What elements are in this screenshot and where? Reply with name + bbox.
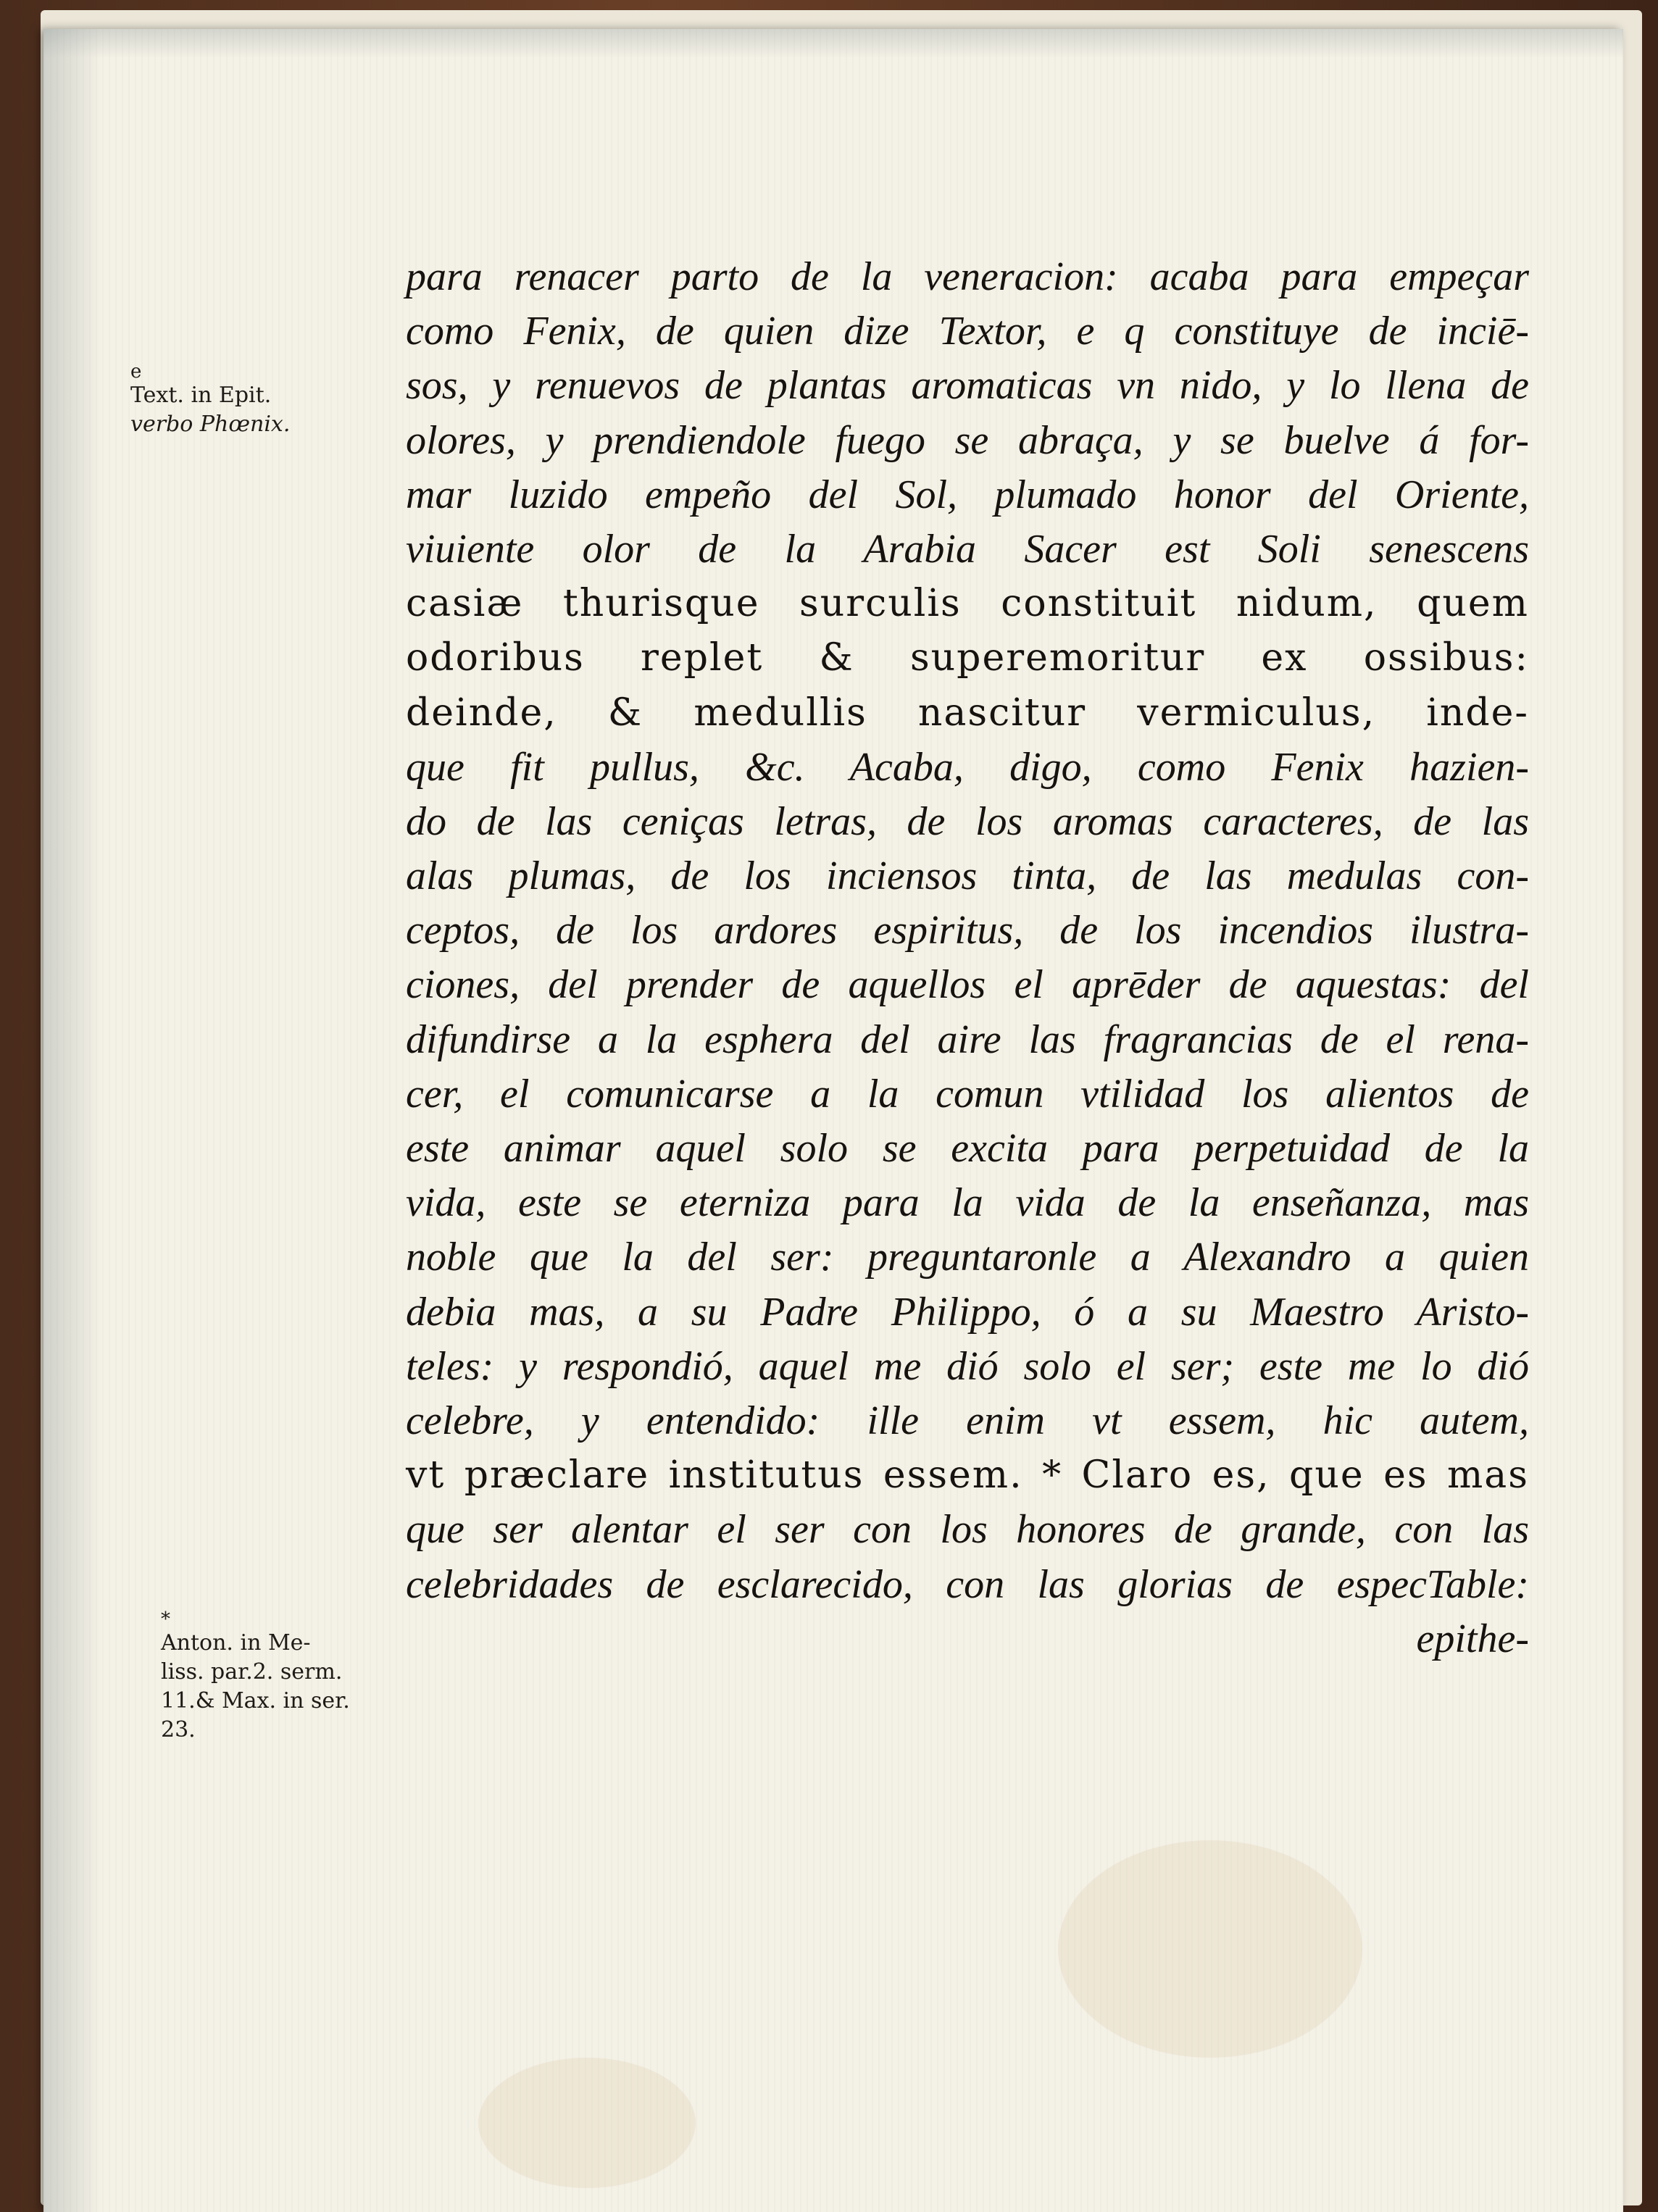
- text-line: celebre, y entendido: ille enim vt essem, hic autem,: [406, 1398, 1529, 1443]
- text-line: casiæ thurisque surculis constituit nidum, quem: [406, 582, 1529, 626]
- text-line: noble que la del ser: preguntaronle a Alexandro a quien: [406, 1235, 1529, 1280]
- paper-stain: [1058, 1840, 1362, 2058]
- marginal-note-textor: [130, 362, 391, 439]
- text-line: sos, y renuevos de plantas aromaticas vn nido, y lo llena de: [406, 363, 1529, 409]
- note-line: liss. par.2. serm.: [161, 1659, 343, 1685]
- text-line: viuiente olor de la Arabia Sacer est Soli senescens: [406, 526, 1529, 572]
- text-line: alas plumas, de los inciensos tinta, de las medulas con-: [406, 854, 1529, 899]
- text-line: para renacer parto de la veneracion: acaba para empeçar: [406, 254, 1529, 299]
- text-line: debia mas, a su Padre Philippo, ó a su Maestro Aristo-: [406, 1289, 1529, 1335]
- text-line: como Fenix, de quien dize Textor, e q constituye de inciē-: [406, 309, 1529, 354]
- note-line: Text. in Epit.: [130, 383, 272, 408]
- note-line: 11.& Max. in ser.: [161, 1688, 350, 1714]
- note-line: Anton. in Me-: [161, 1630, 311, 1656]
- text-line: que ser alentar el ser con los honores de grande, con las: [406, 1507, 1529, 1553]
- paper-stain: [478, 2058, 696, 2188]
- text-line: olores, y prendiendole fuego se abraça, y se buelve á for-: [406, 417, 1529, 463]
- text-line: difundirse a la esphera del aire las fragrancias de el rena-: [406, 1017, 1529, 1062]
- note-line: [130, 410, 391, 439]
- text-line: teles: y respondió, aquel me dió solo el ser; este me lo dió: [406, 1343, 1529, 1389]
- note-mark: *: [161, 1608, 170, 1630]
- text-line: este animar aquel solo se excita para perpetuidad de la: [406, 1126, 1529, 1171]
- note-line: 23.: [161, 1717, 196, 1743]
- text-line: deinde, & medullis nascitur vermiculus, inde-: [406, 690, 1529, 735]
- text-line: vt præclare institutus essem. * Claro es, que es mas: [406, 1453, 1529, 1498]
- page-edge-shade: [43, 29, 101, 2212]
- catchword: epithe-: [1416, 1616, 1529, 1661]
- text-line: odoribus replet & superemoritur ex ossibus:: [406, 636, 1529, 680]
- text-line: vida, este se eterniza para la vida de la enseñanza, mas: [406, 1180, 1529, 1226]
- text-line: celebridades de esclarecido, con las glorias de especTable:: [406, 1561, 1529, 1607]
- page-top-shade: [43, 29, 1623, 58]
- body-text: [406, 250, 1529, 1666]
- text-line: ceptos, de los ardores espiritus, de los incendios ilustra-: [406, 908, 1529, 953]
- note-mark: e: [130, 361, 142, 383]
- text-line: que fit pullus, &c. Acaba, digo, como Fenix hazien-: [406, 744, 1529, 790]
- text-line: mar luzido empeño del Sol, plumado honor del Oriente,: [406, 472, 1529, 517]
- text-line: do de las ceniças letras, de los aromas caracteres, de las: [406, 798, 1529, 844]
- text-line: ciones, del prender de aquellos el aprēder de aquestas: del: [406, 962, 1529, 1008]
- note-line-text: verbo Phœnix.: [130, 412, 291, 437]
- text-line: cer, el comunicarse a la comun vtilidad los alientos de: [406, 1071, 1529, 1117]
